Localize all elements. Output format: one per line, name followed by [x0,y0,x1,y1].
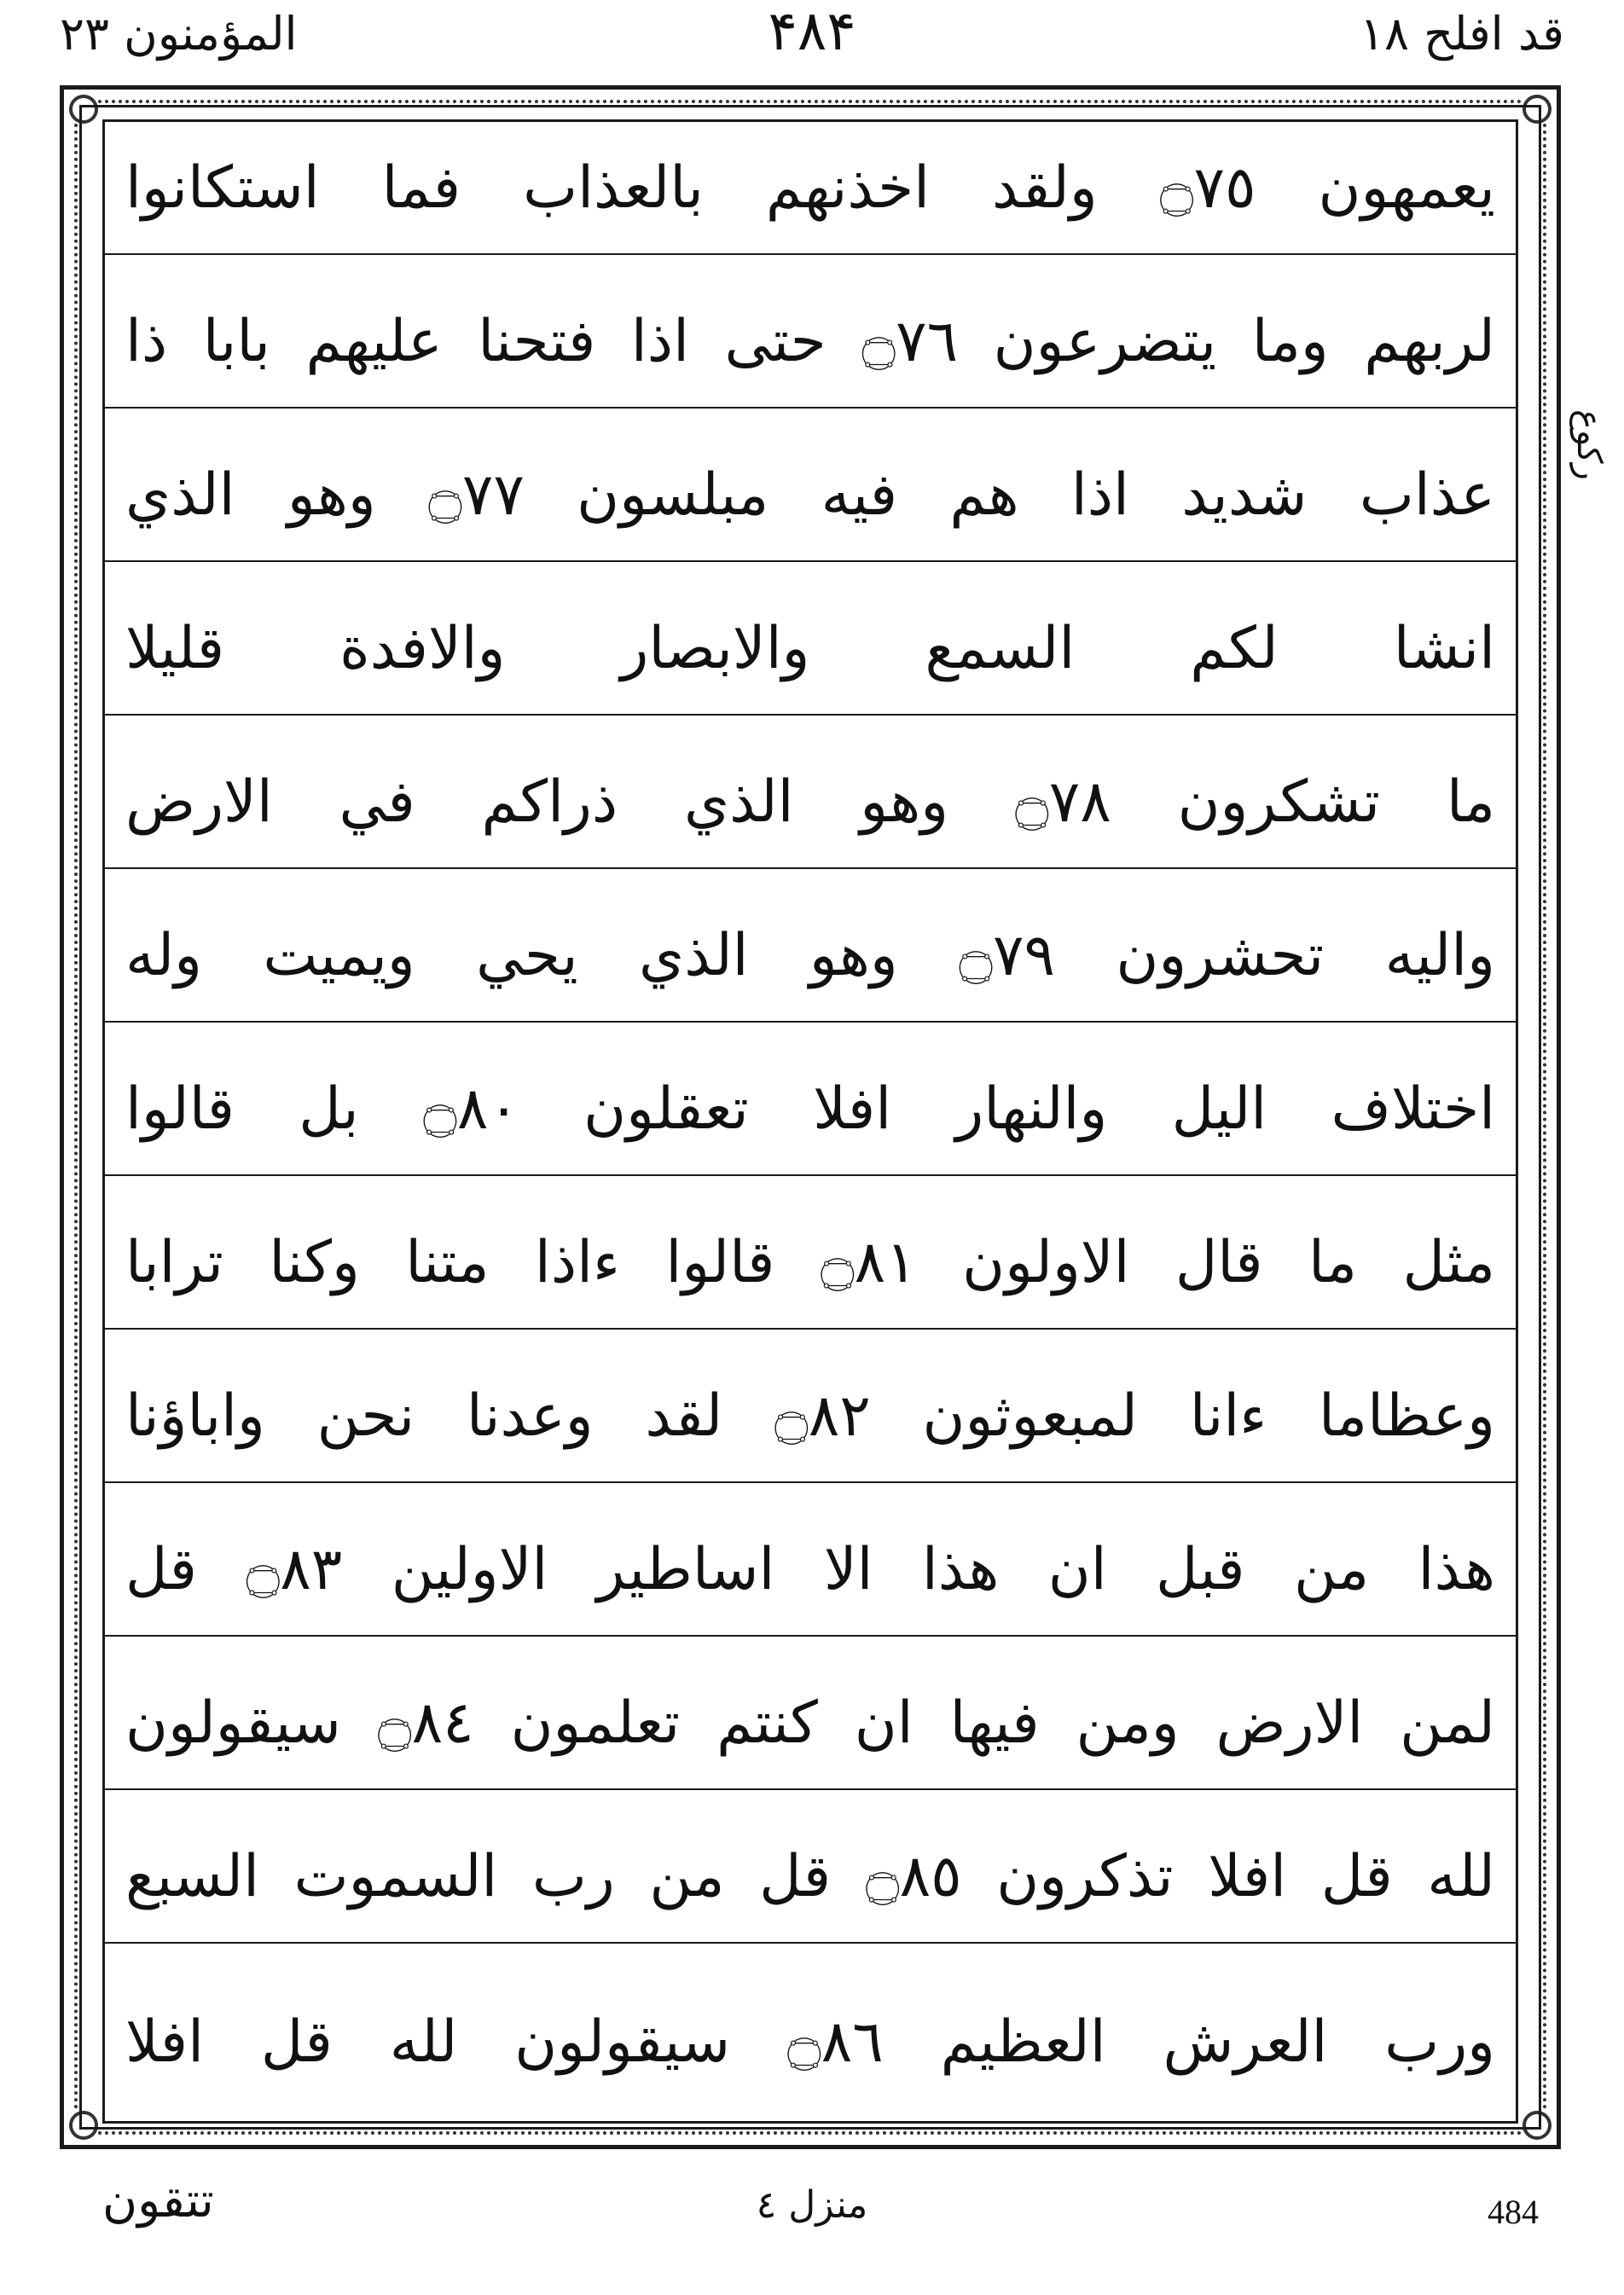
surah-title: المؤمنون ٢٣ [60,7,298,61]
text-line: انشا لكم السمع والابصار والافدة قليلا [105,582,1516,716]
text-line: يعمهون ۝٧٥ ولقد اخذنهم بالعذاب فما استكانوا [105,122,1516,255]
text-line: عذاب شديد اذا هم فيه مبلسون ۝٧٧ وهو الذي [105,429,1516,562]
border-ornament-bottom [98,2131,1522,2141]
catchword: تتقون [102,2173,214,2228]
page-header [0,0,1624,81]
text-line: مثل ما قال الاولون ۝٨١ قالوا ءاذا متنا وكنا ترابا [105,1197,1516,1330]
page-number-arabic: ۴۸۴ [768,0,856,63]
text-line: وعظاما ءانا لمبعوثون ۝٨٢ لقد وعدنا نحن واباؤنا [105,1350,1516,1483]
page-number: 484 [1488,2193,1539,2231]
text-line: هذا من قبل ان هذا الا اساطير الاولين ۝٨٣ قل [105,1504,1516,1637]
text-line: ما تشكرون ۝٧٨ وهو الذي ذراكم في الارض [105,736,1516,869]
text-line: لمن الارض ومن فيها ان كنتم تعلمون ۝٨٤ سيقولون [105,1657,1516,1790]
text-line: لله قل افلا تذكرون ۝٨٥ قل من رب السموت السبع [105,1811,1516,1944]
text-line: ورب العرش العظيم ۝٨٦ سيقولون لله قل افلا [125,2008,1496,2076]
page-footer [0,2158,1624,2294]
border-ornament-left [67,124,78,2111]
border-ornament-top [98,93,1522,103]
juz-title: قد افلح ١٨ [1359,7,1564,61]
quran-text-block [102,119,1518,2124]
manzil-label: منزل ٤ [756,2183,868,2227]
ruku-marker: ركوع [1569,409,1609,480]
text-line: اختلاف اليل والنهار افلا تعقلون ۝٨٠ بل قالوا [105,1043,1516,1176]
text-line: واليه تحشرون ۝٧٩ وهو الذي يحي ويميت وله [105,890,1516,1023]
text-line: لربهم وما يتضرعون ۝٧٦ حتى اذا فتحنا عليهم بابا ذا [105,275,1516,409]
border-ornament-right [1543,124,1553,2111]
